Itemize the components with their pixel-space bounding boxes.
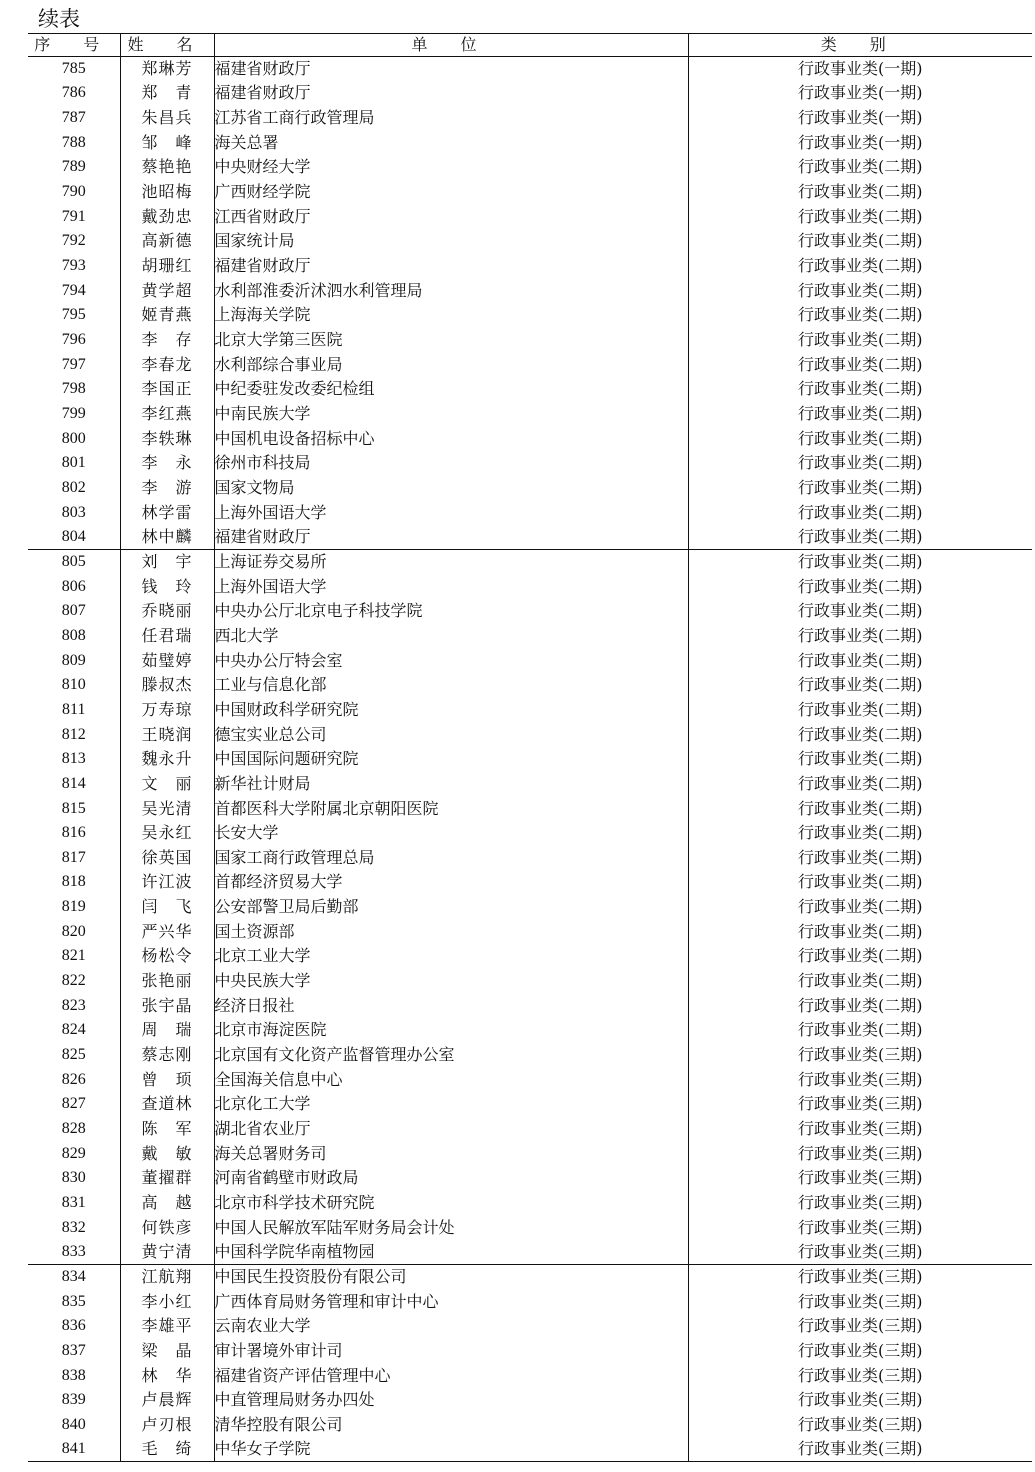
row-category: 行政事业类(二期) <box>688 993 1032 1018</box>
row-unit: 北京市科学技术研究院 <box>214 1191 688 1216</box>
row-category: 行政事业类(二期) <box>688 895 1032 920</box>
row-name: 滕叔杰 <box>120 673 214 698</box>
row-category: 行政事业类(三期) <box>688 1413 1032 1438</box>
row-category: 行政事业类(二期) <box>688 525 1032 550</box>
row-num: 829 <box>61 1144 86 1162</box>
table-body <box>28 57 1032 1462</box>
row-num: 795 <box>61 306 86 324</box>
table-row <box>28 451 1032 476</box>
table-row <box>28 624 1032 649</box>
row-name: 高 越 <box>120 1191 214 1216</box>
row-name: 魏永升 <box>120 747 214 772</box>
row-name: 张宇晶 <box>120 993 214 1018</box>
row-name: 卢刃根 <box>120 1413 214 1438</box>
table-row <box>28 1339 1032 1364</box>
table-row <box>28 254 1032 279</box>
row-unit: 长安大学 <box>214 821 688 846</box>
row-category: 行政事业类(三期) <box>688 1265 1032 1290</box>
row-unit: 国家文物局 <box>214 476 688 501</box>
table-row <box>28 722 1032 747</box>
row-num: 810 <box>61 676 86 694</box>
table-row <box>28 1092 1032 1117</box>
row-num: 827 <box>61 1095 86 1113</box>
row-category: 行政事业类(二期) <box>688 550 1032 575</box>
row-category: 行政事业类(二期) <box>688 673 1032 698</box>
row-category: 行政事业类(二期) <box>688 377 1032 402</box>
table-row <box>28 821 1032 846</box>
row-num: 814 <box>61 774 86 792</box>
row-name: 梁 晶 <box>120 1339 214 1364</box>
table-row <box>28 525 1032 550</box>
row-category: 行政事业类(一期) <box>688 81 1032 106</box>
row-name: 毛 绮 <box>120 1437 214 1462</box>
table-row <box>28 81 1032 106</box>
row-category: 行政事业类(三期) <box>688 1363 1032 1388</box>
table-row <box>28 969 1032 994</box>
row-name: 蔡志刚 <box>120 1043 214 1068</box>
table-row <box>28 1215 1032 1240</box>
row-name: 戴 敏 <box>120 1141 214 1166</box>
row-category: 行政事业类(二期) <box>688 722 1032 747</box>
row-num: 837 <box>61 1341 86 1359</box>
row-unit: 国土资源部 <box>214 919 688 944</box>
row-category: 行政事业类(二期) <box>688 846 1032 871</box>
row-category: 行政事业类(三期) <box>688 1240 1032 1265</box>
row-unit: 中央财经大学 <box>214 155 688 180</box>
row-num: 823 <box>61 996 86 1014</box>
row-unit: 中国机电设备招标中心 <box>214 426 688 451</box>
row-category: 行政事业类(三期) <box>688 1215 1032 1240</box>
table-row <box>28 1166 1032 1191</box>
row-name: 江航翔 <box>120 1265 214 1290</box>
row-num: 824 <box>61 1021 86 1039</box>
row-num: 839 <box>61 1391 86 1409</box>
row-unit: 福建省资产评估管理中心 <box>214 1363 688 1388</box>
table-row <box>28 574 1032 599</box>
row-unit: 德宝实业总公司 <box>214 722 688 747</box>
table-row <box>28 648 1032 673</box>
table-row <box>28 1067 1032 1092</box>
row-unit: 江西省财政厅 <box>214 204 688 229</box>
row-category: 行政事业类(三期) <box>688 1092 1032 1117</box>
row-num: 793 <box>61 257 86 275</box>
row-num: 821 <box>61 947 86 965</box>
row-name: 黄宁清 <box>120 1240 214 1265</box>
row-num: 820 <box>61 922 86 940</box>
row-unit: 海关总署 <box>214 130 688 155</box>
row-unit: 北京市海淀医院 <box>214 1018 688 1043</box>
row-name: 徐英国 <box>120 846 214 871</box>
table-row <box>28 1314 1032 1339</box>
row-num: 801 <box>61 454 86 472</box>
row-name: 朱昌兵 <box>120 106 214 131</box>
row-unit: 审计署境外审计司 <box>214 1339 688 1364</box>
row-name: 高新德 <box>120 229 214 254</box>
table-row <box>28 747 1032 772</box>
row-num: 813 <box>61 750 86 768</box>
header-num: 序 号 <box>28 34 120 57</box>
table-row <box>28 550 1032 575</box>
row-num: 808 <box>61 626 86 644</box>
row-name: 茹璧婷 <box>120 648 214 673</box>
row-unit: 中国国际问题研究院 <box>214 747 688 772</box>
row-num: 818 <box>61 873 86 891</box>
row-unit: 北京国有文化资产监督管理办公室 <box>214 1043 688 1068</box>
row-category: 行政事业类(二期) <box>688 500 1032 525</box>
row-name: 钱 玲 <box>120 574 214 599</box>
row-num: 831 <box>61 1194 86 1212</box>
row-name: 李 存 <box>120 328 214 353</box>
row-name: 李小红 <box>120 1289 214 1314</box>
row-unit: 中央办公厅北京电子科技学院 <box>214 599 688 624</box>
row-num: 799 <box>61 405 86 423</box>
row-category: 行政事业类(一期) <box>688 106 1032 131</box>
table-row <box>28 796 1032 821</box>
table-row <box>28 130 1032 155</box>
row-unit: 中国科学院华南植物园 <box>214 1240 688 1265</box>
row-name: 吴永红 <box>120 821 214 846</box>
row-unit: 上海外国语大学 <box>214 500 688 525</box>
row-num: 834 <box>28 1265 120 1290</box>
table-row <box>28 895 1032 920</box>
row-category: 行政事业类(三期) <box>688 1191 1032 1216</box>
row-unit: 福建省财政厅 <box>214 57 688 82</box>
row-name: 戴劲忠 <box>120 204 214 229</box>
row-category: 行政事业类(二期) <box>688 747 1032 772</box>
table-row <box>28 426 1032 451</box>
row-num: 830 <box>61 1169 86 1187</box>
row-category: 行政事业类(二期) <box>688 821 1032 846</box>
row-num: 802 <box>61 478 86 496</box>
row-name: 任君瑞 <box>120 624 214 649</box>
row-unit: 全国海关信息中心 <box>214 1067 688 1092</box>
table-row <box>28 772 1032 797</box>
row-num: 841 <box>28 1437 120 1462</box>
row-unit: 首都经济贸易大学 <box>214 870 688 895</box>
row-name: 何铁彦 <box>120 1215 214 1240</box>
row-unit: 清华控股有限公司 <box>214 1413 688 1438</box>
table-row <box>28 377 1032 402</box>
row-unit: 经济日报社 <box>214 993 688 1018</box>
row-category: 行政事业类(二期) <box>688 352 1032 377</box>
row-category: 行政事业类(二期) <box>688 451 1032 476</box>
row-unit: 海关总署财务司 <box>214 1141 688 1166</box>
row-num: 805 <box>28 550 120 575</box>
row-name: 池昭梅 <box>120 180 214 205</box>
header-category: 类 别 <box>688 34 1032 57</box>
row-num: 792 <box>61 232 86 250</box>
row-num: 798 <box>61 380 86 398</box>
row-name: 蔡艳艳 <box>120 155 214 180</box>
table-row <box>28 476 1032 501</box>
row-name: 李 游 <box>120 476 214 501</box>
row-name: 陈 军 <box>120 1117 214 1142</box>
row-category: 行政事业类(二期) <box>688 1018 1032 1043</box>
row-category: 行政事业类(三期) <box>688 1043 1032 1068</box>
row-num: 797 <box>61 355 86 373</box>
table-row <box>28 1388 1032 1413</box>
table-row <box>28 1363 1032 1388</box>
row-unit: 上海外国语大学 <box>214 574 688 599</box>
row-category: 行政事业类(三期) <box>688 1117 1032 1142</box>
row-category: 行政事业类(三期) <box>688 1289 1032 1314</box>
row-name: 曾 顼 <box>120 1067 214 1092</box>
table-row <box>28 1141 1032 1166</box>
row-category: 行政事业类(二期) <box>688 944 1032 969</box>
row-category: 行政事业类(二期) <box>688 574 1032 599</box>
row-category: 行政事业类(二期) <box>688 402 1032 427</box>
row-num: 791 <box>61 207 86 225</box>
row-unit: 水利部综合事业局 <box>214 352 688 377</box>
row-num: 785 <box>61 60 86 78</box>
row-category: 行政事业类(二期) <box>688 180 1032 205</box>
row-name: 文 丽 <box>120 772 214 797</box>
table-row <box>28 1191 1032 1216</box>
row-name: 林中麟 <box>120 525 214 550</box>
row-category: 行政事业类(二期) <box>688 698 1032 723</box>
table-row <box>28 1289 1032 1314</box>
row-name: 邹 峰 <box>120 130 214 155</box>
row-unit: 首都医科大学附属北京朝阳医院 <box>214 796 688 821</box>
row-num: 786 <box>61 84 86 102</box>
table-row <box>28 870 1032 895</box>
row-num: 807 <box>61 602 86 620</box>
row-num: 796 <box>61 331 86 349</box>
table-row <box>28 944 1032 969</box>
row-name: 吴光清 <box>120 796 214 821</box>
row-num: 836 <box>61 1317 86 1335</box>
table-row <box>28 599 1032 624</box>
table-row <box>28 1413 1032 1438</box>
table-row <box>28 993 1032 1018</box>
row-unit: 工业与信息化部 <box>214 673 688 698</box>
row-unit: 福建省财政厅 <box>214 525 688 550</box>
row-name: 胡珊红 <box>120 254 214 279</box>
row-num: 800 <box>61 429 86 447</box>
table-row <box>28 846 1032 871</box>
row-category: 行政事业类(二期) <box>688 772 1032 797</box>
row-unit: 徐州市科技局 <box>214 451 688 476</box>
row-category: 行政事业类(一期) <box>688 130 1032 155</box>
row-num: 838 <box>61 1366 86 1384</box>
row-category: 行政事业类(二期) <box>688 648 1032 673</box>
table-row <box>28 229 1032 254</box>
row-num: 816 <box>61 824 86 842</box>
row-category: 行政事业类(二期) <box>688 476 1032 501</box>
row-name: 李国正 <box>120 377 214 402</box>
row-category: 行政事业类(二期) <box>688 328 1032 353</box>
row-num: 812 <box>61 725 86 743</box>
row-name: 乔晓丽 <box>120 599 214 624</box>
row-unit: 广西财经学院 <box>214 180 688 205</box>
row-unit: 福建省财政厅 <box>214 81 688 106</box>
row-num: 803 <box>61 503 86 521</box>
row-num: 809 <box>61 651 86 669</box>
row-category: 行政事业类(二期) <box>688 426 1032 451</box>
table-row <box>28 328 1032 353</box>
row-name: 张艳丽 <box>120 969 214 994</box>
table-row <box>28 919 1032 944</box>
table-row <box>28 180 1032 205</box>
row-num: 789 <box>61 158 86 176</box>
row-unit: 中央民族大学 <box>214 969 688 994</box>
row-category: 行政事业类(二期) <box>688 599 1032 624</box>
row-num: 806 <box>61 577 86 595</box>
row-unit: 中国人民解放军陆军财务局会计处 <box>214 1215 688 1240</box>
row-unit: 中南民族大学 <box>214 402 688 427</box>
row-name: 李雄平 <box>120 1314 214 1339</box>
row-unit: 国家工商行政管理总局 <box>214 846 688 871</box>
row-name: 杨松令 <box>120 944 214 969</box>
table-row <box>28 402 1032 427</box>
header-unit: 单 位 <box>214 34 688 57</box>
row-name: 卢晨辉 <box>120 1388 214 1413</box>
table-row <box>28 1240 1032 1265</box>
table-row <box>28 1437 1032 1462</box>
row-category: 行政事业类(二期) <box>688 624 1032 649</box>
row-unit: 中国民生投资股份有限公司 <box>214 1265 688 1290</box>
row-name: 姬青燕 <box>120 303 214 328</box>
row-num: 815 <box>61 799 86 817</box>
row-name: 林 华 <box>120 1363 214 1388</box>
row-name: 李轶琳 <box>120 426 214 451</box>
row-name: 郑 青 <box>120 81 214 106</box>
row-category: 行政事业类(二期) <box>688 204 1032 229</box>
row-name: 李红燕 <box>120 402 214 427</box>
row-unit: 北京大学第三医院 <box>214 328 688 353</box>
row-unit: 北京化工大学 <box>214 1092 688 1117</box>
table-row <box>28 57 1032 82</box>
row-category: 行政事业类(三期) <box>688 1067 1032 1092</box>
row-num: 788 <box>61 133 86 151</box>
row-num: 819 <box>61 898 86 916</box>
table-row <box>28 204 1032 229</box>
table-row <box>28 303 1032 328</box>
row-unit: 江苏省工商行政管理局 <box>214 106 688 131</box>
row-unit: 中纪委驻发改委纪检组 <box>214 377 688 402</box>
row-num: 822 <box>61 972 86 990</box>
row-name: 林学雷 <box>120 500 214 525</box>
header-name: 姓 名 <box>120 34 214 57</box>
row-category: 行政事业类(一期) <box>688 57 1032 82</box>
row-category: 行政事业类(二期) <box>688 278 1032 303</box>
table-row <box>28 1043 1032 1068</box>
table-row <box>28 500 1032 525</box>
row-num: 804 <box>61 528 86 546</box>
table-row <box>28 673 1032 698</box>
row-category: 行政事业类(三期) <box>688 1166 1032 1191</box>
row-unit: 河南省鹤壁市财政局 <box>214 1166 688 1191</box>
row-unit: 中国财政科学研究院 <box>214 698 688 723</box>
row-category: 行政事业类(三期) <box>688 1437 1032 1462</box>
row-category: 行政事业类(二期) <box>688 155 1032 180</box>
row-category: 行政事业类(二期) <box>688 229 1032 254</box>
row-category: 行政事业类(二期) <box>688 796 1032 821</box>
row-num: 817 <box>61 848 86 866</box>
table-row <box>28 1265 1032 1290</box>
row-name: 郑琳芳 <box>120 57 214 82</box>
row-num: 826 <box>61 1070 86 1088</box>
row-category: 行政事业类(二期) <box>688 870 1032 895</box>
row-name: 查道林 <box>120 1092 214 1117</box>
row-num: 811 <box>62 700 86 718</box>
row-category: 行政事业类(二期) <box>688 969 1032 994</box>
row-num: 825 <box>61 1046 86 1064</box>
row-num: 832 <box>61 1218 86 1236</box>
row-category: 行政事业类(二期) <box>688 919 1032 944</box>
table-caption: 续表 <box>38 7 80 31</box>
row-name: 万寿琼 <box>120 698 214 723</box>
table-row <box>28 698 1032 723</box>
row-num: 794 <box>61 281 86 299</box>
row-name: 黄学超 <box>120 278 214 303</box>
row-unit: 广西体育局财务管理和审计中心 <box>214 1289 688 1314</box>
row-unit: 福建省财政厅 <box>214 254 688 279</box>
row-name: 王晓润 <box>120 722 214 747</box>
row-unit: 中直管理局财务办四处 <box>214 1388 688 1413</box>
row-unit: 水利部淮委沂沭泗水利管理局 <box>214 278 688 303</box>
table-row <box>28 1117 1032 1142</box>
row-name: 闫 飞 <box>120 895 214 920</box>
row-num: 840 <box>61 1415 86 1433</box>
row-name: 严兴华 <box>120 919 214 944</box>
table-row <box>28 155 1032 180</box>
row-unit: 中华女子学院 <box>214 1437 688 1462</box>
row-num: 828 <box>61 1120 86 1138</box>
row-name: 许江波 <box>120 870 214 895</box>
row-name: 刘 宇 <box>120 550 214 575</box>
row-unit: 北京工业大学 <box>214 944 688 969</box>
row-num: 790 <box>61 183 86 201</box>
row-category: 行政事业类(二期) <box>688 254 1032 279</box>
row-unit: 西北大学 <box>214 624 688 649</box>
row-category: 行政事业类(二期) <box>688 303 1032 328</box>
row-num: 835 <box>61 1292 86 1310</box>
row-num: 833 <box>61 1243 86 1261</box>
row-num: 787 <box>61 109 86 127</box>
row-unit: 云南农业大学 <box>214 1314 688 1339</box>
row-unit: 中央办公厅特会室 <box>214 648 688 673</box>
row-category: 行政事业类(三期) <box>688 1314 1032 1339</box>
row-category: 行政事业类(三期) <box>688 1339 1032 1364</box>
row-unit: 公安部警卫局后勤部 <box>214 895 688 920</box>
row-name: 李春龙 <box>120 352 214 377</box>
header-row <box>28 34 1032 57</box>
row-unit: 国家统计局 <box>214 229 688 254</box>
table-row <box>28 106 1032 131</box>
row-unit: 湖北省农业厅 <box>214 1117 688 1142</box>
table-row <box>28 278 1032 303</box>
row-unit: 上海海关学院 <box>214 303 688 328</box>
row-category: 行政事业类(三期) <box>688 1388 1032 1413</box>
table-row <box>28 352 1032 377</box>
table-row <box>28 1018 1032 1043</box>
row-unit: 新华社计财局 <box>214 772 688 797</box>
row-category: 行政事业类(三期) <box>688 1141 1032 1166</box>
row-name: 李 永 <box>120 451 214 476</box>
row-unit: 上海证券交易所 <box>214 550 688 575</box>
row-name: 董擢群 <box>120 1166 214 1191</box>
row-name: 周 瑞 <box>120 1018 214 1043</box>
roster-table <box>28 33 1032 1462</box>
